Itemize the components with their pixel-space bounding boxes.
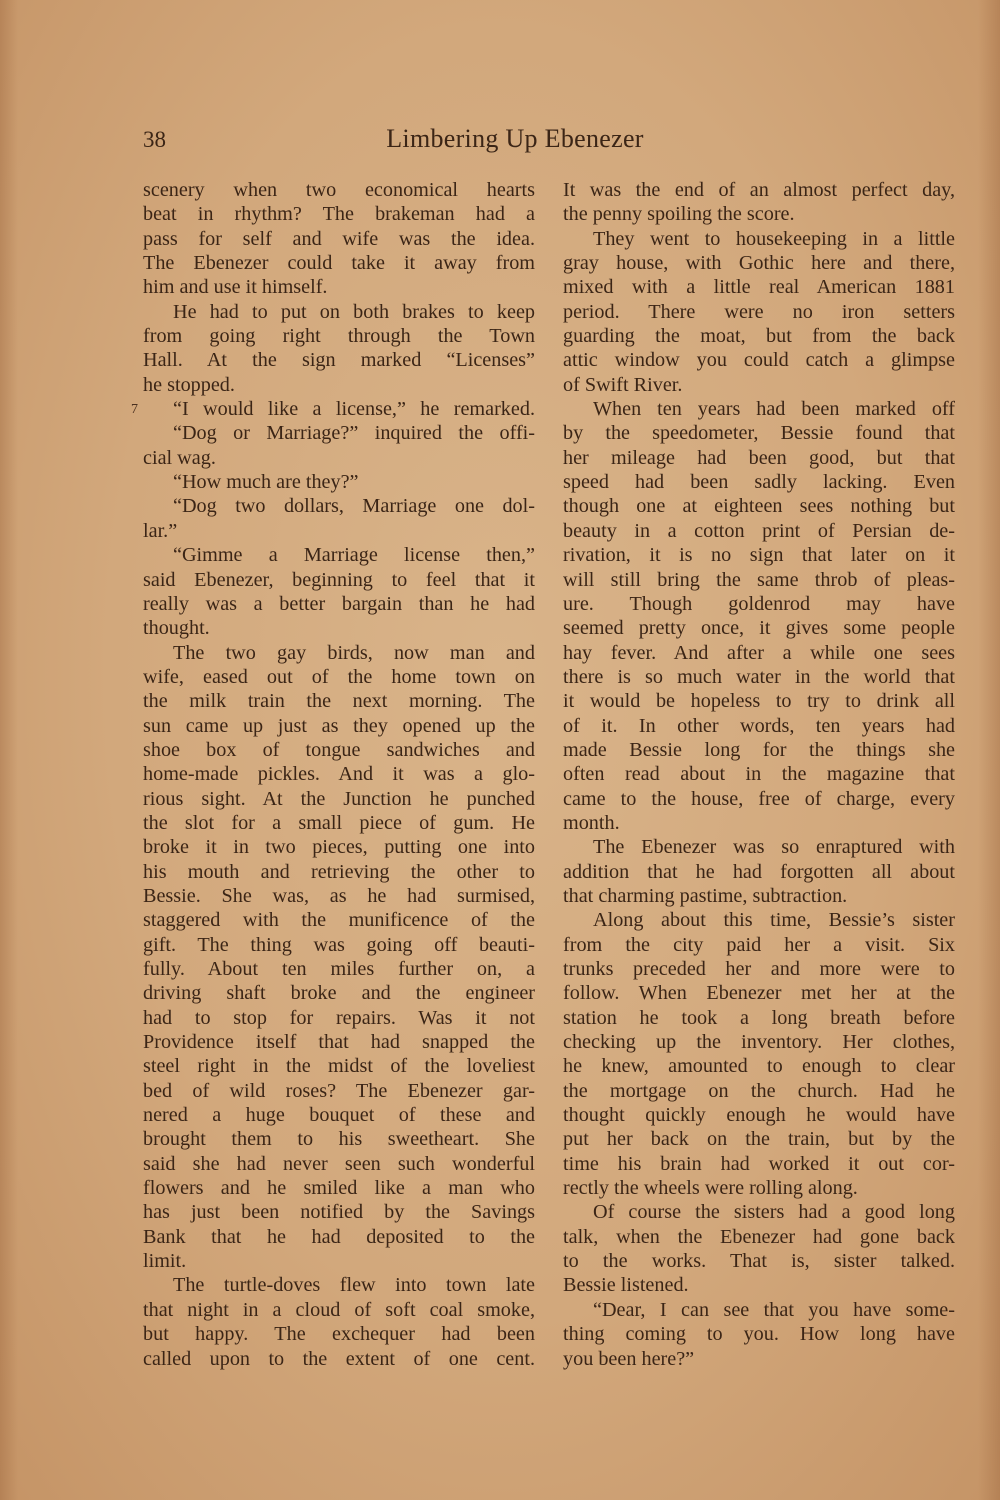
text-line: The Ebenezer could take it away from [143, 252, 535, 275]
text-line: came to the house, free of charge, every [563, 787, 955, 810]
text-line: gray house, with Gothic here and there, [563, 252, 955, 275]
text-line: made Bessie long for the things she [563, 738, 955, 761]
text-line: checking up the inventory. Her clothes, [563, 1031, 955, 1054]
text-line: had to stop for repairs. Was it not [143, 1006, 535, 1029]
text-line: that charming pastime, subtraction. [563, 884, 848, 907]
text-line: beat in rhythm? The brakeman had a [143, 203, 535, 226]
text-line: rious sight. At the Junction he punched [143, 787, 535, 810]
text-line: often read about in the magazine that [563, 763, 955, 786]
text-line: flowers and he smiled like a man who [143, 1177, 535, 1200]
text-line: shoe box of tongue sandwiches and [143, 738, 535, 761]
text-line: Along about this time, Bessie’s sister [593, 909, 955, 932]
text-line: wife, eased out of the home town on [143, 665, 535, 688]
text-line: him and use it himself. [143, 276, 328, 299]
text-line: steel right in the midst of the loveliest [143, 1055, 535, 1078]
text-line: ure. Though goldenrod may have [563, 592, 955, 615]
text-line: but happy. The exchequer had been [143, 1323, 535, 1346]
text-line: brought them to his sweetheart. She [143, 1128, 535, 1151]
text-line: he knew, amounted to enough to clear [563, 1055, 955, 1078]
text-line: bed of wild roses? The Ebenezer gar- [143, 1079, 535, 1102]
text-line: thought. [143, 617, 210, 640]
text-line: “Dear, I can see that you have some- [593, 1298, 955, 1321]
text-line: Of course the sisters had a good long [593, 1201, 955, 1224]
text-line: the slot for a small piece of gum. He [143, 811, 535, 834]
text-line: mixed with a little real American 1881 [563, 276, 955, 299]
text-line: thought quickly enough he would have [563, 1104, 955, 1127]
text-line: The turtle-doves flew into town late [173, 1274, 535, 1297]
text-line: lar.” [143, 519, 178, 542]
running-head: Limbering Up Ebenezer [386, 124, 644, 153]
right-column [563, 178, 955, 1371]
text-line: speed had been sadly lacking. Even [563, 471, 955, 494]
text-line: his mouth and retrieving the other to [143, 860, 535, 883]
text-line: Bank that he had deposited to the [143, 1225, 535, 1248]
text-line: It was the end of an almost perfect day, [563, 179, 955, 201]
text-line: beauty in a cotton print of Persian de- [563, 519, 955, 542]
text-line: attic window you could catch a glimpse [563, 349, 955, 372]
text-line: of Swift River. [563, 373, 683, 396]
text-line: “Dog or Marriage?” inquired the offi- [173, 422, 535, 445]
page-number: 38 [143, 127, 166, 152]
text-line: period. There were no iron setters [563, 300, 955, 323]
text-line: put her back on the train, but by the [563, 1128, 955, 1151]
text-line: will still bring the same throb of pleas- [563, 568, 955, 591]
stray-mark: 7 [131, 402, 138, 417]
text-line: by the speedometer, Bessie found that [563, 422, 955, 445]
text-line: The Ebenezer was so enraptured with [593, 836, 955, 859]
page-edge-shadow-right [978, 0, 1000, 1500]
text-line: seemed pretty once, it gives some people [563, 617, 955, 640]
text-line: He had to put on both brakes to keep [173, 300, 535, 323]
text-line: gift. The thing was going off beauti- [143, 933, 535, 956]
text-line: “Gimme a Marriage license then,” [173, 544, 535, 567]
text-line: “Dog two dollars, Marriage one dol- [173, 495, 535, 518]
text-line: home-made pickles. And it was a glo- [143, 763, 535, 786]
text-line: from the city paid her a visit. Six [563, 933, 955, 956]
text-line: called upon to the extent of one cent. [143, 1347, 535, 1370]
text-line: said she had never seen such wonderful [143, 1152, 535, 1175]
text-line: cial wag. [143, 446, 216, 469]
text-line: rectly the wheels were rolling along. [563, 1177, 858, 1200]
text-line: staggered with the munificence of the [143, 909, 535, 932]
text-line: thing coming to you. How long have [563, 1323, 955, 1346]
text-line: pass for self and wife was the idea. [143, 227, 535, 250]
text-line: They went to housekeeping in a little [593, 227, 955, 250]
text-line: station he took a long breath before [563, 1006, 955, 1029]
text-line: fully. About ten miles further on, a [143, 958, 535, 980]
text-line: broke it in two pieces, putting one into [143, 836, 535, 859]
text-line: of it. In other words, ten years had [563, 714, 955, 737]
text-line: said Ebenezer, beginning to feel that it [143, 568, 535, 591]
text-line: month. [563, 811, 620, 834]
text-line: sun came up just as they opened up the [143, 714, 535, 737]
text-line: limit. [143, 1250, 187, 1273]
text-line: scenery when two economical hearts [143, 179, 535, 201]
text-line: her mileage had been good, but that [563, 446, 955, 469]
text-line: time his brain had worked it out cor- [563, 1152, 955, 1175]
text-line: “How much are they?” [173, 471, 359, 494]
text-line: hay fever. And after a while one sees [563, 641, 955, 664]
text-line: that night in a cloud of soft coal smoke, [143, 1298, 535, 1321]
text-line: rivation, it is no sign that later on it [563, 544, 955, 567]
text-line: follow. When Ebenezer met her at the [563, 982, 955, 1005]
text-line: you been here?” [563, 1347, 695, 1370]
text-line: the penny spoiling the score. [563, 203, 795, 226]
text-line: nered a huge bouquet of these and [143, 1104, 535, 1127]
text-line: addition that he had forgotten all about [563, 860, 955, 883]
text-line: it would be hopeless to try to drink all [563, 690, 955, 713]
text-line: Bessie listened. [563, 1274, 689, 1297]
text-line: trunks preceded her and more were to [563, 958, 955, 980]
text-line: there is so much water in the world that [563, 665, 955, 688]
text-line: though one at eighteen sees nothing but [563, 495, 955, 518]
text-line: talk, when the Ebenezer had gone back [563, 1225, 955, 1248]
text-line: from going right through the Town [143, 325, 535, 348]
text-line: “I would like a license,” he remarked. [173, 398, 535, 421]
text-line: the mortgage on the church. Had he [563, 1079, 955, 1102]
text-line: When ten years had been marked off [593, 398, 955, 421]
text-line: has just been notified by the Savings [143, 1201, 535, 1224]
page-edge-shadow-left [0, 0, 18, 1500]
text-line: the milk train the next morning. The [143, 690, 535, 713]
text-line: driving shaft broke and the engineer [143, 982, 535, 1005]
text-line: The two gay birds, now man and [173, 641, 535, 664]
left-column [143, 178, 535, 1371]
text-line: really was a better bargain than he had [143, 592, 535, 615]
text-line: Providence itself that had snapped the [143, 1031, 535, 1054]
text-line: Hall. At the sign marked “Licenses” [143, 349, 535, 372]
text-line: to the works. That is, sister talked. [563, 1250, 955, 1273]
text-line: he stopped. [143, 373, 235, 396]
text-line: guarding the moat, but from the back [563, 325, 955, 348]
text-line: Bessie. She was, as he had surmised, [143, 884, 535, 907]
